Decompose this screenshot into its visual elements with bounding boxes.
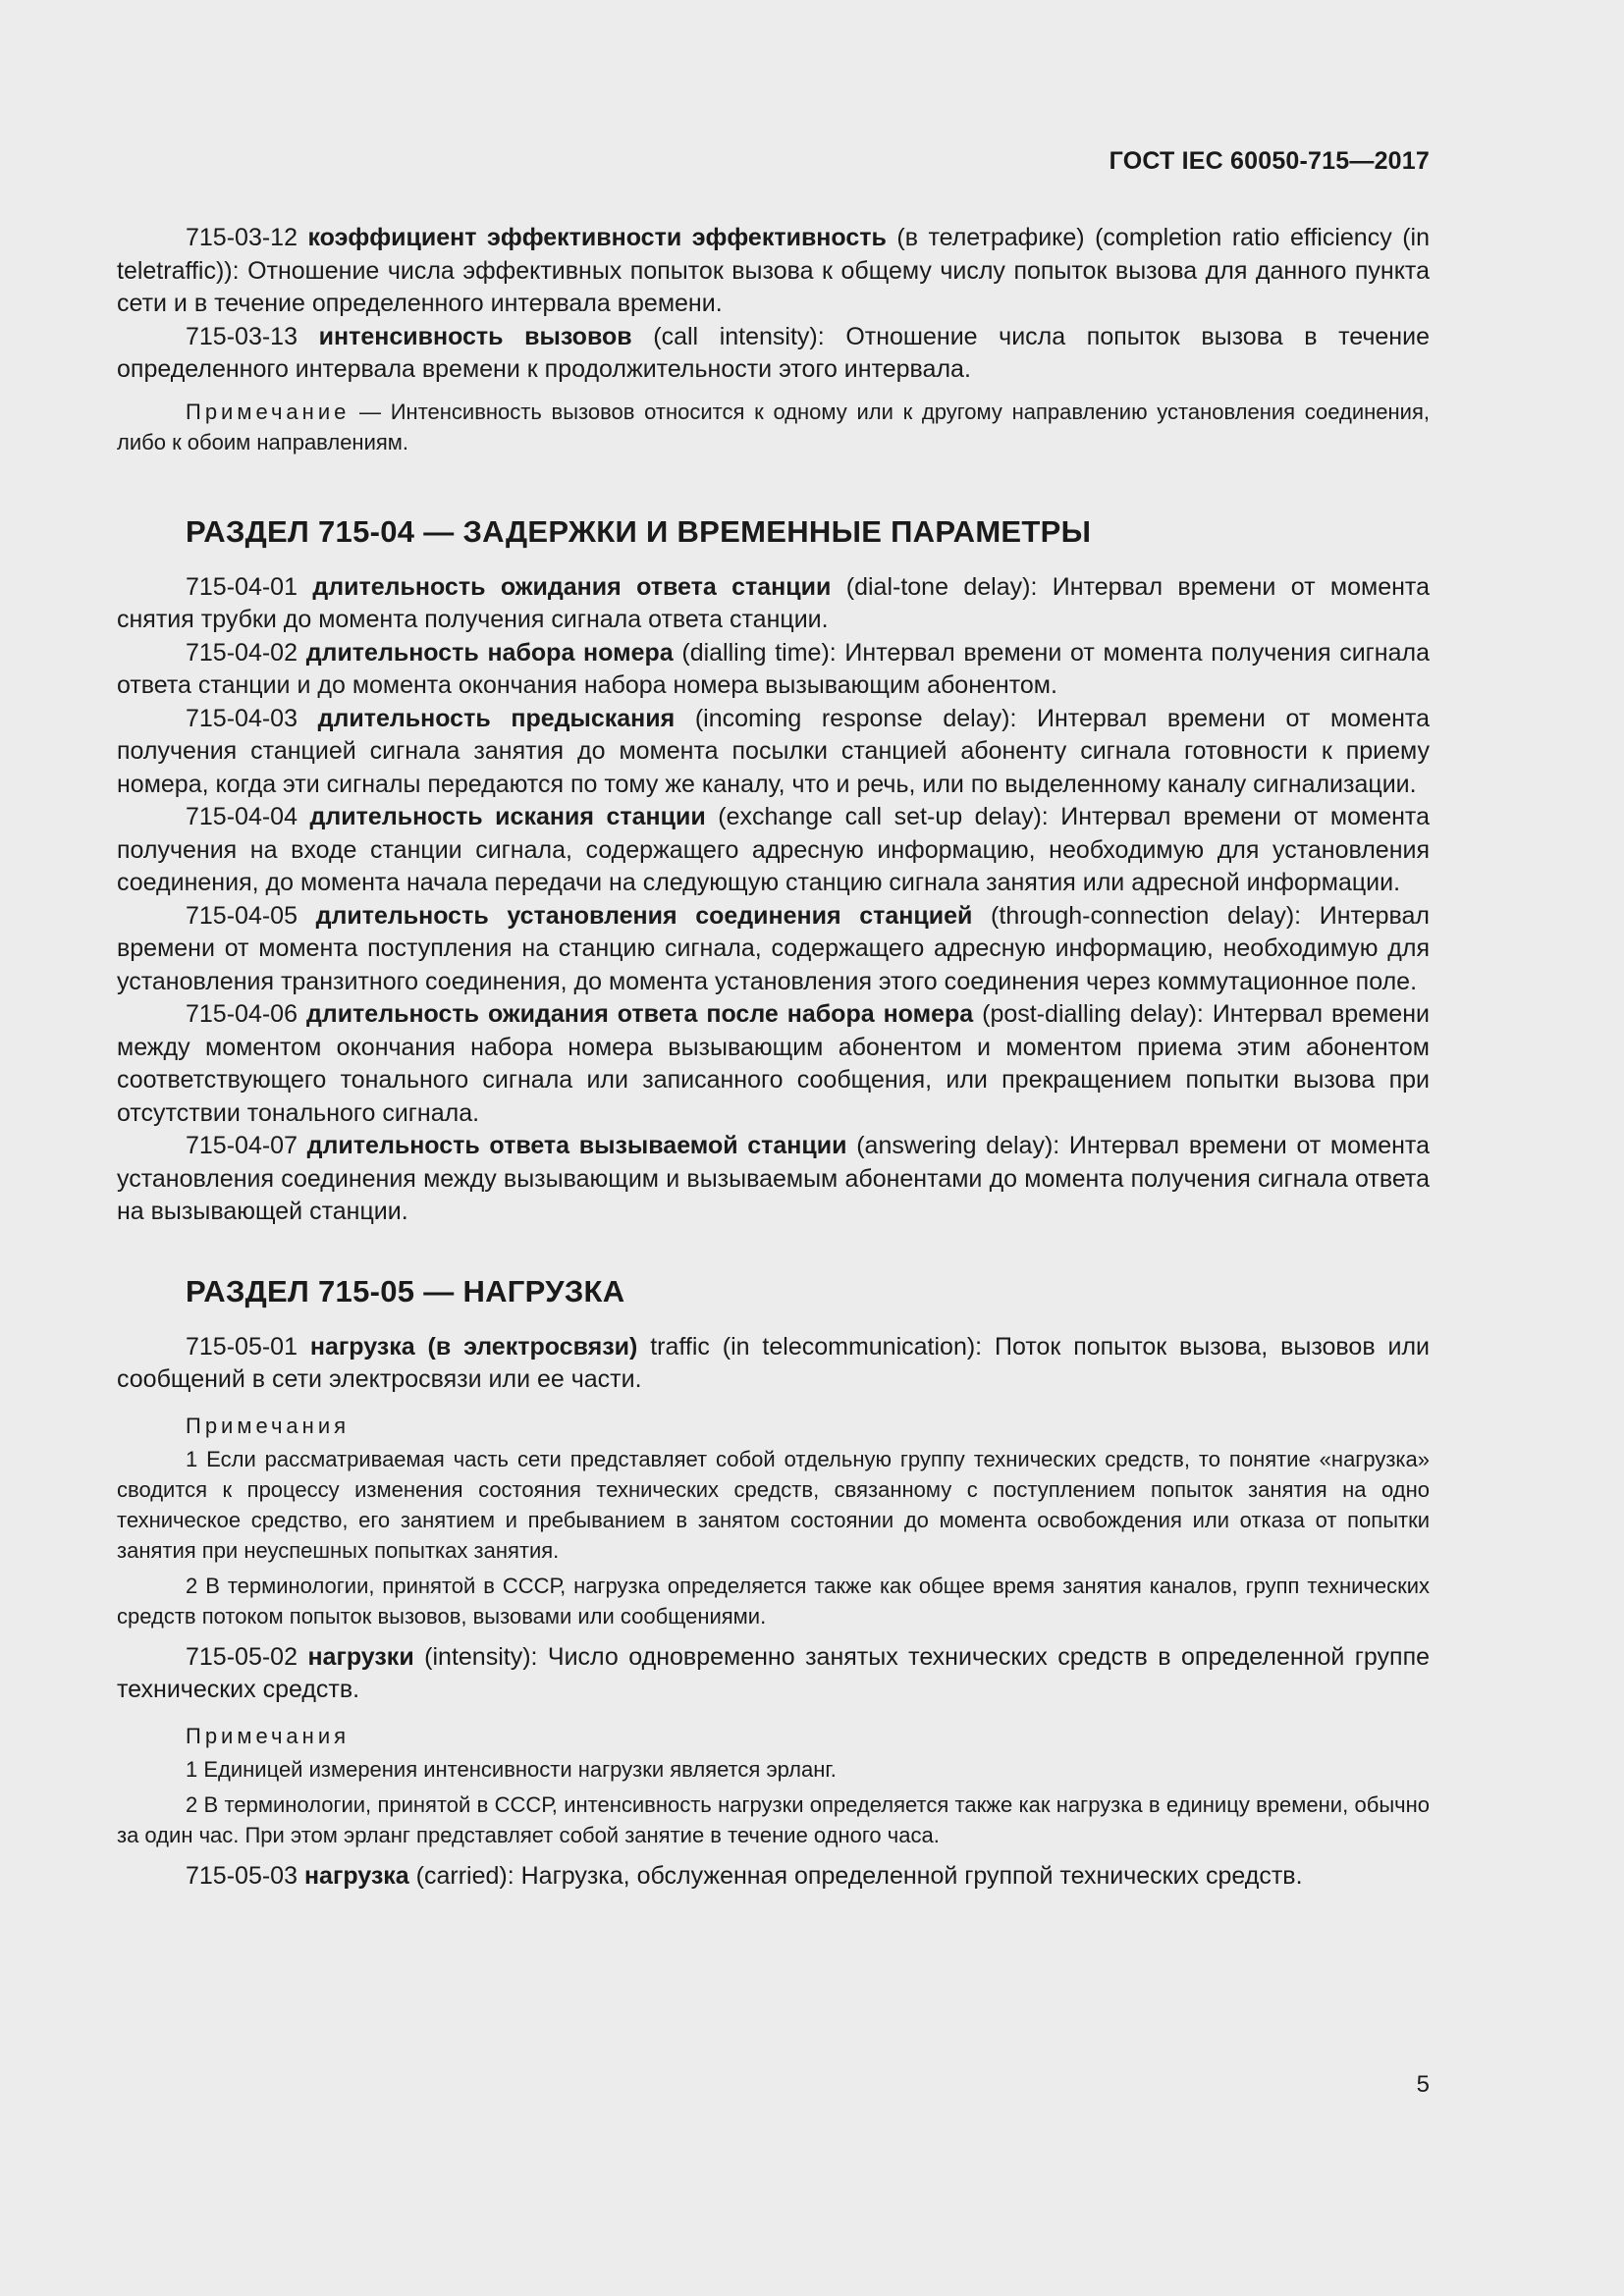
term-title: длительность предыскания	[317, 704, 676, 732]
term-definition: (carried): Нагрузка, обслуженная определенной группой технических средств.	[408, 1861, 1303, 1890]
term-entry-715-05-01	[117, 1331, 1430, 1397]
term-title: нагрузки	[307, 1642, 414, 1671]
term-number: 715-03-13	[186, 322, 298, 350]
note-text: — Интенсивность вызовов относится к одному или к другому направлению установления соединения, либо к обоим направлениям.	[117, 399, 1430, 454]
section-title-715-04: РАЗДЕЛ 715-04 — ЗАДЕРЖКИ И ВРЕМЕННЫЕ ПАРАМЕТРЫ	[186, 513, 1092, 549]
term-definition: (through-connection delay): Интервал времени от момента поступления на станцию сигнала, содержащего адресную информацию, необходимую для установления транзитного соединения, до момента установления этого соединения через коммутационное поле.	[117, 901, 1430, 995]
term-number: 715-04-02	[186, 638, 298, 667]
notes-label: Примечания	[186, 1723, 351, 1748]
term-number: 715-04-03	[186, 704, 298, 732]
term-number: 715-04-07	[186, 1132, 298, 1159]
term-definition: (incoming response delay): Интервал времени от момента получения станцией сигнала занятия до момента посылки станцией абоненту сигнала готовности к приему номера, когда эти сигналы передаются по тому же каналу, что и речь, или по выделенному каналу сигнализации.	[117, 704, 1431, 798]
term-title: длительность искания станции	[309, 803, 706, 830]
term-number: 715-04-04	[186, 803, 298, 830]
term-definition: traffic (in telecommunication): Поток попыток вызова, вызовов или сообщений в сети электросвязи или ее части.	[117, 1332, 1430, 1393]
term-title: длительность установления соединения станцией	[315, 901, 973, 930]
term-entry-715-03-13	[117, 321, 1430, 387]
term-definition: (post-dialling delay): Интервал времени между моментом окончания набора номера вызывающим абонентом и моментом приема этим абонентом соответствующего тонального сигнала или записанного сообщения, или прекращением попытки вызова при отсутствии тонального сигнала.	[117, 1000, 1430, 1127]
term-title: нагрузка	[303, 1861, 409, 1890]
term-definition: (dialling time): Интервал времени от момента получения сигнала ответа станции и до момента окончания набора номера вызывающим абонентом.	[117, 638, 1430, 699]
note-item: 1 Единицей измерения интенсивности нагрузки является эрланг.	[186, 1756, 837, 1782]
term-definition: (dial-tone delay): Интервал времени от момента снятия трубки до момента получения сигнала ответа станции.	[117, 572, 1430, 633]
term-number: 715-03-12	[186, 224, 298, 251]
term-number: 715-04-06	[186, 1000, 298, 1028]
note-item: 2 В терминологии, принятой в СССР, интенсивность нагрузки определяется также как нагрузка в единицу времени, обычно за один час. При этом эрланг представляет собой занятие в течение одного часа.	[117, 1791, 1430, 1847]
term-number: 715-05-03	[186, 1861, 298, 1890]
term-definition: (в телетрафике) (completion ratio efficiency (in teletraffic)): Отношение числа эффективных попыток вызова к общему числу попыток вызова для данного пункта сети и в течение определенного интервала времени.	[117, 224, 1430, 317]
term-entry-715-04-06	[117, 998, 1430, 1130]
term-number: 715-05-02	[186, 1642, 298, 1671]
term-title: длительность ожидания ответа станции	[312, 572, 832, 601]
note-label: Примечание	[186, 399, 351, 424]
page-body	[117, 222, 1430, 1893]
term-entry-715-05-02	[117, 1641, 1430, 1707]
term-entry-715-04-05	[117, 900, 1430, 999]
term-number: 715-05-01	[186, 1332, 298, 1361]
term-entry-715-05-03	[117, 1860, 1430, 1894]
section-title-715-05: РАЗДЕЛ 715-05 — НАГРУЗКА	[186, 1273, 625, 1308]
term-title: коэффициент эффективности эффективность	[307, 224, 887, 251]
term-title: длительность ожидания ответа после набора номера	[305, 1000, 974, 1028]
term-definition: (answering delay): Интервал времени от момента установления соединения между вызывающим и вызываемым абонентами до момента получения сигнала ответа на вызывающей станции.	[117, 1132, 1430, 1225]
page-number: 5	[1416, 2071, 1430, 2098]
term-definition: (intensity): Число одновременно занятых технических средств в определенной группе технических средств.	[117, 1642, 1431, 1703]
term-title: нагрузка (в электросвязи)	[309, 1332, 638, 1361]
term-entry-715-04-01	[117, 571, 1430, 637]
term-entry-715-04-04	[117, 801, 1430, 900]
note-item: 1 Если рассматриваемая часть сети представляет собой отдельную группу технических средств, то понятие «нагрузка» сводится к процессу изменения состояния технических средств, связанному с поступлением попыток занятия на одно техническое средство, его занятием и пребыванием в занятом состоянии до момента освобождения или отказа от попытки занятия при неуспешных попытках занятия.	[117, 1446, 1430, 1563]
term-entry-715-04-02	[117, 637, 1430, 703]
term-title: длительность набора номера	[305, 638, 674, 667]
term-title: длительность ответа вызываемой станции	[306, 1132, 847, 1159]
document-header: ГОСТ IEC 60050-715—2017	[1109, 147, 1430, 175]
notes-label: Примечания	[186, 1413, 351, 1438]
note-715-03-13	[117, 397, 1430, 457]
term-number: 715-04-01	[186, 572, 298, 601]
term-number: 715-04-05	[186, 901, 298, 930]
note-item: 2 В терминологии, принятой в СССР, нагрузка определяется также как общее время занятия каналов, групп технических средств потоком попыток вызовов, вызовами или сообщениями.	[117, 1573, 1430, 1629]
term-entry-715-04-07	[117, 1130, 1430, 1229]
term-definition: (call intensity): Отношение числа попыток вызова в течение определенного интервала времени к продолжительности этого интервала.	[117, 322, 1430, 383]
term-definition: (exchange call set-up delay): Интервал времени от момента получения на входе станции сигнала, содержащего адресную информацию, необходимую для установления соединения, до момента начала передачи на следующую станцию сигнала занятия или адресной информации.	[117, 803, 1430, 896]
term-title: интенсивность вызовов	[318, 322, 632, 350]
term-entry-715-04-03	[117, 703, 1430, 802]
term-entry-715-03-12	[117, 222, 1430, 321]
